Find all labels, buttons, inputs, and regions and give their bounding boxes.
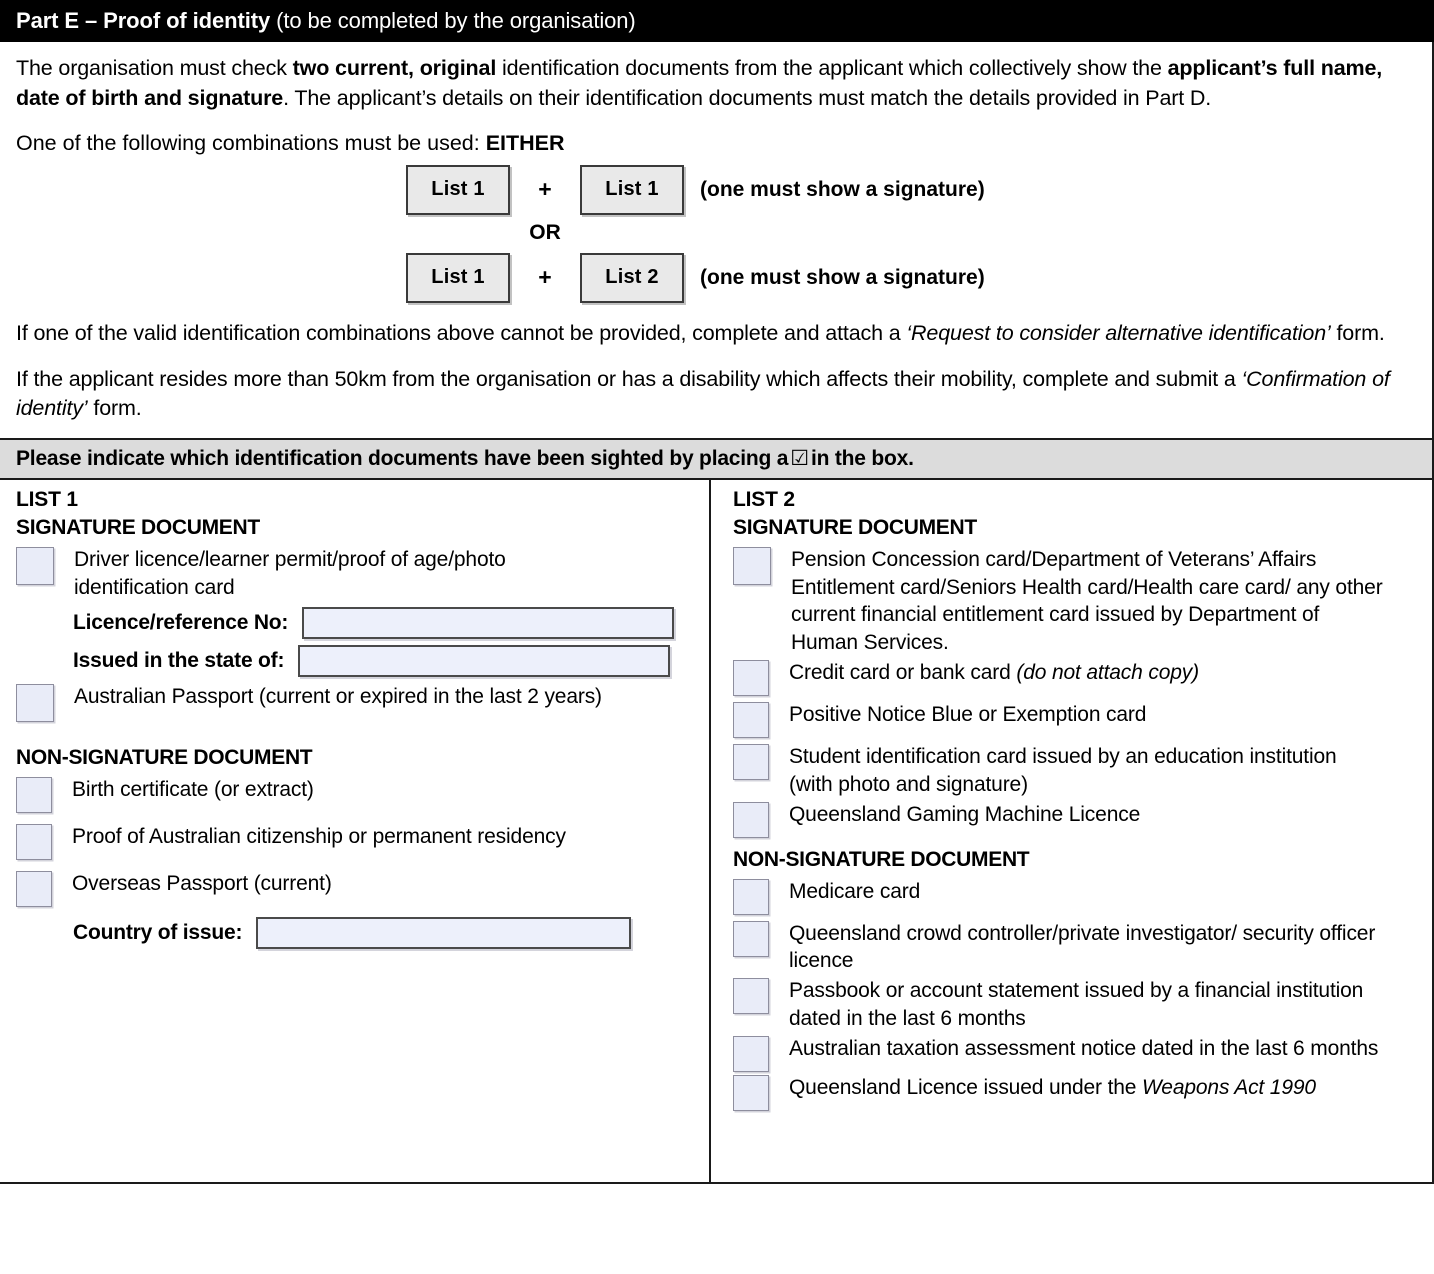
sighted-text-after: in the box. bbox=[810, 446, 914, 470]
intro-p3-part-c: form. bbox=[87, 396, 142, 421]
checkbox-australian-passport[interactable] bbox=[16, 684, 54, 722]
checkbox-overseas-passport[interactable] bbox=[16, 871, 52, 907]
checkbox-credit-card[interactable] bbox=[733, 660, 769, 696]
intro-p2-part-c: form. bbox=[1330, 320, 1385, 345]
list-2-sig-item-3-label: Student identification card issued by an education institution (with photo and signature) bbox=[789, 745, 1337, 797]
issued-state-row bbox=[16, 645, 699, 677]
list-item[interactable] bbox=[16, 869, 699, 907]
list-2-nonsig-item-2-label: Passbook or account statement issued by a financial institution dated in the last 6 months bbox=[789, 979, 1364, 1031]
intro-p2-italic: ‘Request to consider alternative identification’ bbox=[906, 320, 1331, 345]
identification-lists bbox=[0, 480, 1434, 1184]
list-item[interactable] bbox=[733, 700, 1422, 738]
checkbox-australian-citizenship[interactable] bbox=[16, 824, 52, 860]
country-of-issue-row bbox=[16, 917, 699, 949]
intro-p1-part-a: The organisation must check bbox=[16, 56, 293, 80]
checkbox-positive-notice-blue-card[interactable] bbox=[733, 702, 769, 738]
list-item[interactable] bbox=[733, 1034, 1422, 1072]
intro-p3-part-a: If the applicant resides more than 50km from the organisation or has a disability which affects their mobility, complete and submit a bbox=[16, 366, 1242, 391]
option2-plus-sign: + bbox=[538, 264, 552, 291]
intro-p1-bold-1: two current, original bbox=[292, 56, 497, 80]
list-1-nonsig-item-2-label: Overseas Passport (current) bbox=[72, 871, 332, 895]
list-2-title: LIST 2 bbox=[733, 487, 795, 511]
option2-note: (one must show a signature) bbox=[700, 265, 985, 289]
list-2-nonsig-item-4-italic: Weapons Act 1990 bbox=[1142, 1076, 1316, 1100]
intro-paragraph-3 bbox=[16, 365, 1410, 424]
list-2-nonsig-item-1-label: Queensland crowd controller/private investigator/ security officer licence bbox=[789, 921, 1376, 973]
list-item[interactable] bbox=[733, 800, 1422, 838]
list-item[interactable] bbox=[733, 1073, 1422, 1111]
list-2-nonsig-item-3-label: Australian taxation assessment notice dated in the last 6 months bbox=[789, 1037, 1379, 1061]
intro-p3-italic: ‘Confirmation of identity’ bbox=[16, 366, 1390, 421]
checkbox-medicare-card[interactable] bbox=[733, 879, 769, 915]
list-2-column bbox=[711, 480, 1432, 1182]
intro-paragraph-1 bbox=[16, 54, 1410, 113]
checkbox-passbook-statement[interactable] bbox=[733, 978, 769, 1014]
list-1-sig-item-0-label: Driver licence/learner permit/proof of age/photo identification card bbox=[74, 547, 506, 599]
intro-section bbox=[0, 42, 1434, 438]
list-item[interactable] bbox=[733, 545, 1422, 658]
list-1-signature-heading: SIGNATURE DOCUMENT bbox=[16, 516, 260, 540]
list-1-title: LIST 1 bbox=[16, 487, 78, 511]
combination-lead-either: EITHER bbox=[485, 131, 565, 156]
list-item[interactable] bbox=[733, 976, 1422, 1033]
licence-reference-input[interactable] bbox=[302, 607, 674, 639]
list-1-nonsig-item-1-label: Proof of Australian citizenship or permanent residency bbox=[72, 824, 566, 848]
intro-p2-part-a: If one of the valid identification combinations above cannot be provided, complete and attach a bbox=[16, 320, 907, 345]
checkbox-tick-icon: ☑ bbox=[790, 447, 809, 471]
list-2-nonsig-item-0-label: Medicare card bbox=[789, 879, 921, 903]
list-2-sig-item-1-label: Credit card or bank card bbox=[789, 661, 1017, 685]
country-of-issue-label: Country of issue: bbox=[73, 920, 243, 944]
combination-option-2 bbox=[406, 253, 1410, 303]
list-2-nonsig-item-4 bbox=[769, 1073, 1316, 1102]
list-item[interactable] bbox=[16, 545, 699, 602]
option2-chip-left: List 1 bbox=[406, 253, 510, 303]
intro-p1-part-e: . The applicant’s details on their identification documents must match the details provided in Part D. bbox=[283, 85, 1212, 110]
checkbox-driver-licence[interactable] bbox=[16, 547, 54, 585]
checkbox-gaming-machine-licence[interactable] bbox=[733, 802, 769, 838]
list-2-signature-heading: SIGNATURE DOCUMENT bbox=[733, 516, 977, 540]
list-2-sig-item-1 bbox=[769, 658, 1199, 687]
combination-option-1 bbox=[406, 165, 1410, 215]
list-1-nonsig-item-0-label: Birth certificate (or extract) bbox=[72, 777, 314, 801]
list-2-sig-item-1-italic: (do not attach copy) bbox=[1016, 661, 1199, 685]
list-item[interactable] bbox=[16, 775, 699, 813]
intro-p1-bold-2: applicant’s full name, date of birth and signature bbox=[16, 56, 1383, 110]
list-item[interactable] bbox=[16, 682, 699, 722]
combination-or-label: OR bbox=[529, 220, 561, 244]
list-1-nonsignature-heading: NON-SIGNATURE DOCUMENT bbox=[16, 746, 313, 770]
combination-lead-text: One of the following combinations must be used: bbox=[16, 131, 486, 156]
intro-paragraph-2 bbox=[16, 319, 1410, 349]
list-item[interactable] bbox=[733, 658, 1422, 696]
checkbox-student-identification-card[interactable] bbox=[733, 744, 769, 780]
list-2-nonsignature-heading: NON-SIGNATURE DOCUMENT bbox=[733, 848, 1030, 872]
part-header bbox=[0, 0, 1434, 42]
list-1-sig-item-1-label: Australian Passport (current or expired in the last 2 years) bbox=[74, 685, 602, 709]
list-2-sig-item-2-label: Positive Notice Blue or Exemption card bbox=[789, 703, 1147, 727]
option2-chip-right: List 2 bbox=[580, 253, 684, 303]
part-subtitle: (to be completed by the organisation) bbox=[276, 8, 636, 33]
issued-state-input[interactable] bbox=[298, 645, 670, 677]
list-2-sig-item-4-label: Queensland Gaming Machine Licence bbox=[789, 803, 1141, 827]
country-of-issue-input[interactable] bbox=[256, 917, 631, 949]
sighted-instruction-band bbox=[0, 438, 1434, 480]
combination-lead bbox=[16, 129, 1410, 159]
licence-reference-row bbox=[16, 607, 699, 639]
checkbox-birth-certificate[interactable] bbox=[16, 777, 52, 813]
list-2-nonsig-item-4-label: Queensland Licence issued under the bbox=[789, 1076, 1143, 1100]
licence-reference-label: Licence/reference No: bbox=[73, 611, 289, 635]
checkbox-taxation-assessment-notice[interactable] bbox=[733, 1036, 769, 1072]
option1-chip-right: List 1 bbox=[580, 165, 684, 215]
list-item[interactable] bbox=[733, 919, 1422, 976]
list-2-sig-item-0-label: Pension Concession card/Department of Veterans’ Affairs Entitlement card/Seniors Health card/Health care card/ any other current financial entitlement card issued by Department of Human Services. bbox=[791, 547, 1383, 655]
option1-chip-left: List 1 bbox=[406, 165, 510, 215]
intro-p1-part-c: identification documents from the applicant which collectively show the bbox=[496, 56, 1168, 80]
checkbox-weapons-act-licence[interactable] bbox=[733, 1075, 769, 1111]
list-1-column bbox=[0, 480, 711, 1182]
checkbox-crowd-controller-licence[interactable] bbox=[733, 921, 769, 957]
checkbox-pension-concession-card[interactable] bbox=[733, 547, 771, 585]
option1-plus-sign: + bbox=[538, 176, 552, 203]
issued-state-label: Issued in the state of: bbox=[73, 649, 285, 673]
part-title: Part E – Proof of identity bbox=[16, 8, 271, 33]
list-item[interactable] bbox=[733, 742, 1422, 799]
list-item[interactable] bbox=[733, 877, 1422, 915]
option1-note: (one must show a signature) bbox=[700, 177, 985, 201]
sighted-text-before: Please indicate which identification documents have been sighted by placing a bbox=[16, 446, 789, 470]
list-item[interactable] bbox=[16, 822, 699, 860]
